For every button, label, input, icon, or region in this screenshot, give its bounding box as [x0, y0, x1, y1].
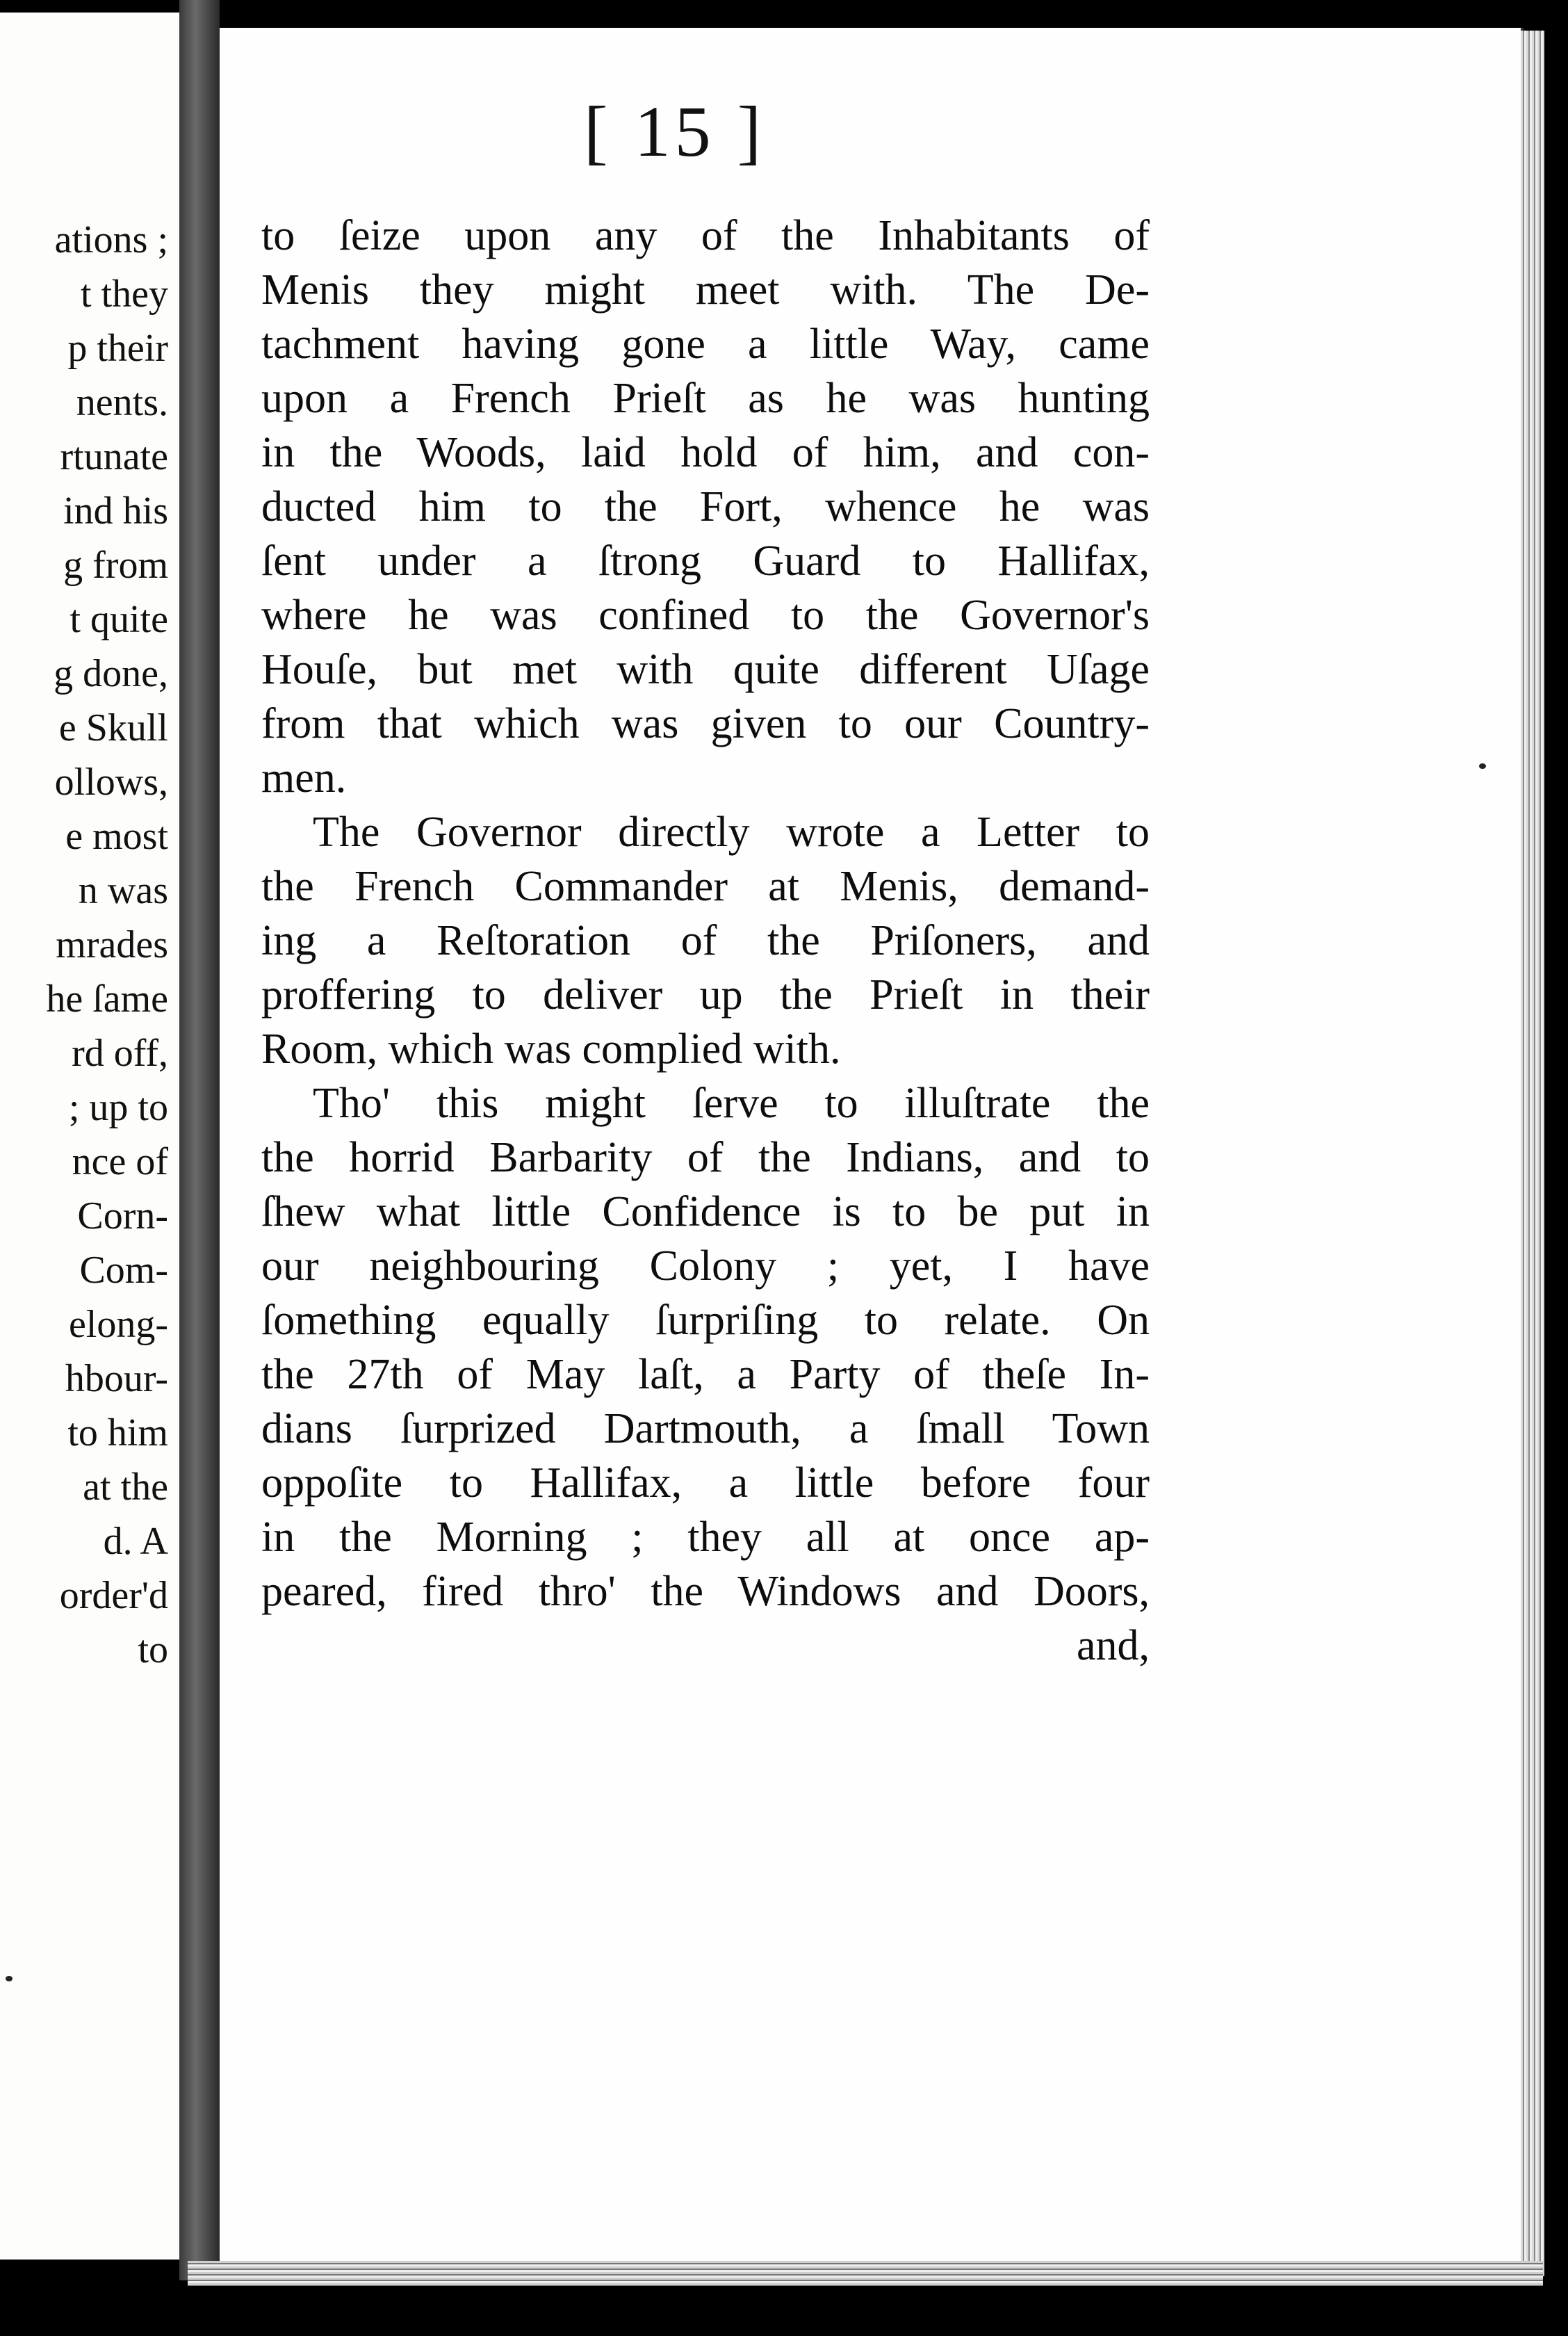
- text-line: Menis they might meet with. The De-: [261, 266, 1150, 314]
- left-page-line: e Skull: [58, 706, 168, 749]
- catchword: and,: [1076, 1622, 1150, 1669]
- paragraph-3: [261, 1076, 1150, 1619]
- text-line: proffering to deliver up the Prieſt in their: [261, 971, 1150, 1019]
- text-line: the 27th of May laſt, a Party of theſe In-: [261, 1351, 1150, 1398]
- left-page: [0, 13, 179, 2260]
- text-line: the French Commander at Menis, demand-: [261, 863, 1150, 910]
- text-line: the horrid Barbarity of the Indians, and to: [261, 1134, 1150, 1181]
- text-line: men.: [261, 754, 347, 802]
- left-page-line: ations ;: [54, 218, 168, 261]
- left-page-line: to: [138, 1628, 168, 1671]
- book-spine: [179, 0, 220, 2280]
- text-line: in the Woods, laid hold of him, and con-: [261, 429, 1150, 476]
- left-page-line: nce of: [72, 1140, 168, 1183]
- text-line: upon a French Prieſt as he was hunting: [261, 375, 1150, 422]
- left-page-line: rtunate: [60, 435, 168, 478]
- left-page-line: t they: [81, 273, 168, 316]
- left-page-line: elong-: [68, 1303, 168, 1346]
- text-line: peared, fired thro' the Windows and Doors,: [261, 1568, 1150, 1615]
- text-line: Tho' this might ſerve to illuſtrate the: [313, 1080, 1150, 1127]
- text-line: Houſe, but met with quite different Uſage: [261, 646, 1150, 693]
- left-page-line: mrades: [56, 923, 168, 966]
- left-page-line: t quite: [70, 598, 168, 641]
- ink-speck: [1479, 763, 1486, 769]
- left-page-line: to him: [67, 1411, 168, 1454]
- text-line: Room, which was complied with.: [261, 1025, 841, 1073]
- left-page-line: Corn-: [77, 1194, 168, 1238]
- left-page-line: n was: [78, 869, 168, 912]
- text-line: ſent under a ſtrong Guard to Hallifax,: [261, 537, 1150, 585]
- left-page-line: g from: [63, 544, 168, 587]
- body-text: [261, 209, 1150, 1673]
- text-line: ſomething equally ſurpriſing to relate. On: [261, 1297, 1150, 1344]
- text-line: in the Morning ; they all at once ap-: [261, 1514, 1150, 1561]
- left-page-line: p their: [67, 327, 168, 370]
- left-page-line: rd off,: [72, 1032, 168, 1075]
- left-page-line: he ſame: [46, 978, 168, 1021]
- text-line: our neighbouring Colony ; yet, I have: [261, 1242, 1150, 1290]
- page-number: [ 15 ]: [584, 92, 766, 172]
- text-line: where he was confined to the Governor's: [261, 592, 1150, 639]
- text-line: ing a Reſtoration of the Priſoners, and: [261, 917, 1150, 964]
- text-line: tachment having gone a little Way, came: [261, 321, 1150, 368]
- left-page-line: hbour-: [65, 1357, 168, 1400]
- paragraph-2: [261, 805, 1150, 1076]
- left-page-line: nents.: [76, 381, 168, 424]
- text-line: dians ſurprized Dartmouth, a ſmall Town: [261, 1405, 1150, 1452]
- text-line: oppoſite to Hallifax, a little before four: [261, 1459, 1150, 1507]
- left-page-line: ind his: [63, 489, 168, 533]
- left-page-line: at the: [83, 1466, 168, 1509]
- left-page-line: Com-: [79, 1249, 168, 1292]
- text-line: from that which was given to our Country-: [261, 700, 1150, 747]
- ink-speck: [6, 1976, 13, 1981]
- page-edge: [1521, 31, 1544, 2276]
- text-line: The Governor directly wrote a Letter to: [313, 809, 1150, 856]
- left-page-line: d. A: [103, 1520, 168, 1563]
- text-line: to ſeize upon any of the Inhabitants of: [261, 212, 1150, 259]
- left-page-line: order'd: [59, 1574, 168, 1617]
- left-page-line: g done,: [54, 652, 168, 695]
- left-page-line: ; up to: [68, 1086, 168, 1129]
- left-page-line: ollows,: [54, 761, 168, 804]
- paragraph-1: [261, 209, 1150, 805]
- text-line: ſhew what little Confidence is to be put in: [261, 1188, 1150, 1235]
- text-line: ducted him to the Fort, whence he was: [261, 483, 1150, 530]
- bottom-page-edge: [188, 2261, 1543, 2286]
- left-page-line: e most: [65, 815, 168, 858]
